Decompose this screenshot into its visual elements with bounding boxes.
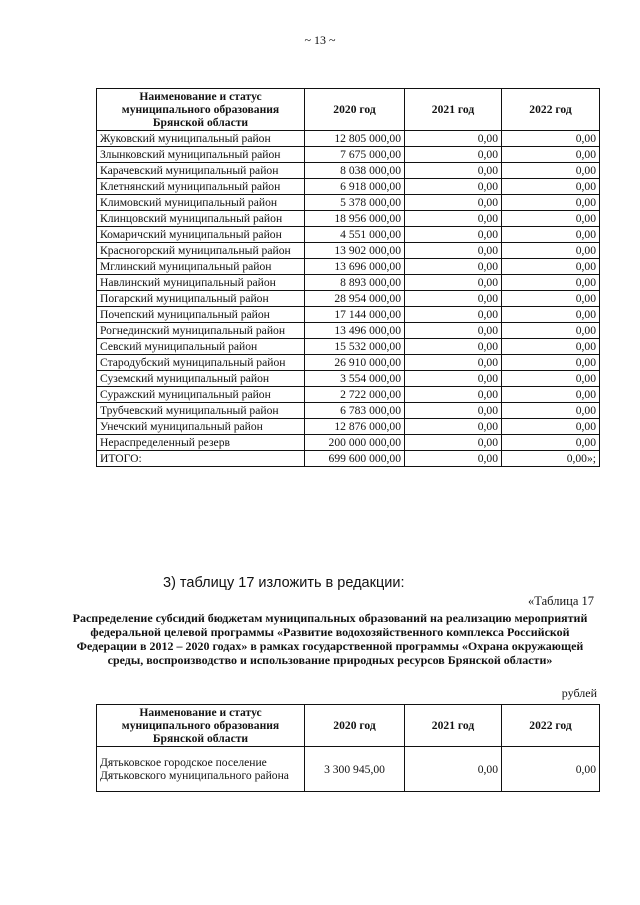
- header-2020: 2020 год: [305, 705, 405, 747]
- row-2021: 0,00: [405, 323, 502, 339]
- row-2020: 7 675 000,00: [305, 147, 405, 163]
- row-name: Погарский муниципальный район: [97, 291, 305, 307]
- table-row: [97, 275, 600, 291]
- table-row: [97, 243, 600, 259]
- row-2021: 0,00: [405, 243, 502, 259]
- row-2020: 13 902 000,00: [305, 243, 405, 259]
- row-name: Рогнединский муниципальный район: [97, 323, 305, 339]
- row-2022: 0,00: [502, 163, 600, 179]
- row-name: ИТОГО:: [97, 451, 305, 467]
- table-reference: «Таблица 17: [528, 594, 594, 608]
- row-2021: 0,00: [405, 371, 502, 387]
- row-name: Суражский муниципальный район: [97, 387, 305, 403]
- row-name: Клетнянский муниципальный район: [97, 179, 305, 195]
- row-name: Злынковский муниципальный район: [97, 147, 305, 163]
- row-2022: 0,00: [502, 339, 600, 355]
- row-2020: 15 532 000,00: [305, 339, 405, 355]
- table-row: [97, 179, 600, 195]
- table-row: [97, 195, 600, 211]
- table-row: [97, 355, 600, 371]
- row-2021: 0,00: [405, 131, 502, 147]
- subsidy-table-16: [96, 88, 600, 467]
- row-2020: 3 300 945,00: [305, 747, 405, 792]
- row-2022: 0,00: [502, 179, 600, 195]
- row-2021: 0,00: [405, 435, 502, 451]
- row-2022: 0,00: [502, 211, 600, 227]
- row-2020: 12 876 000,00: [305, 419, 405, 435]
- table-row: [97, 211, 600, 227]
- row-2021: 0,00: [405, 387, 502, 403]
- row-2022: 0,00: [502, 227, 600, 243]
- row-2020: 2 722 000,00: [305, 387, 405, 403]
- row-2021: 0,00: [405, 227, 502, 243]
- row-2022: 0,00: [502, 275, 600, 291]
- table-row: [97, 323, 600, 339]
- row-2021: 0,00: [405, 179, 502, 195]
- table-row: [97, 451, 600, 467]
- row-2022: 0,00: [502, 387, 600, 403]
- row-2022: 0,00: [502, 371, 600, 387]
- row-2022: 0,00: [502, 147, 600, 163]
- row-name: Унечский муниципальный район: [97, 419, 305, 435]
- table-row: [97, 419, 600, 435]
- table-header-row: [97, 705, 600, 747]
- row-2022: 0,00: [502, 419, 600, 435]
- table-row: [97, 227, 600, 243]
- table-row: [97, 307, 600, 323]
- row-2020: 26 910 000,00: [305, 355, 405, 371]
- row-2022: 0,00: [502, 355, 600, 371]
- row-2022: 0,00: [502, 291, 600, 307]
- table-row: [97, 371, 600, 387]
- row-2021: 0,00: [405, 211, 502, 227]
- row-2022: 0,00: [502, 323, 600, 339]
- header-name: Наименование и статус муниципального образования Брянской области: [97, 705, 305, 747]
- row-2022: 0,00: [502, 259, 600, 275]
- row-2021: 0,00: [405, 355, 502, 371]
- table-row: [97, 339, 600, 355]
- table-row: [97, 163, 600, 179]
- row-name: Карачевский муниципальный район: [97, 163, 305, 179]
- row-name: Трубчевский муниципальный район: [97, 403, 305, 419]
- row-2022: 0,00: [502, 403, 600, 419]
- table-row: [97, 403, 600, 419]
- row-2020: 6 918 000,00: [305, 179, 405, 195]
- table-row: [97, 291, 600, 307]
- row-name: Навлинский муниципальный район: [97, 275, 305, 291]
- row-name: Севский муниципальный район: [97, 339, 305, 355]
- header-2022: 2022 год: [502, 705, 600, 747]
- row-name: Климовский муниципальный район: [97, 195, 305, 211]
- table-row: [97, 747, 600, 792]
- row-2021: 0,00: [405, 291, 502, 307]
- header-name: Наименование и статус муниципального образования Брянской области: [97, 89, 305, 131]
- row-2021: 0,00: [405, 339, 502, 355]
- row-2021: 0,00: [405, 419, 502, 435]
- row-2022: 0,00: [502, 131, 600, 147]
- row-2021: 0,00: [405, 403, 502, 419]
- row-2021: 0,00: [405, 747, 502, 792]
- table-heading: Распределение субсидий бюджетам муниципальных образований на реализацию мероприятий федеральной целевой программы «Развитие водохозяйственного комплекса Российской Федерации в 2012 – 2020 годах» в рамках государственной программы «Охрана окружающей среды, воспроизводство и использование природных ресурсов Брянской области»: [72, 611, 588, 667]
- row-name: Нераспределенный резерв: [97, 435, 305, 451]
- row-2022: 0,00: [502, 435, 600, 451]
- row-2020: 200 000 000,00: [305, 435, 405, 451]
- row-2022: 0,00: [502, 243, 600, 259]
- header-2022: 2022 год: [502, 89, 600, 131]
- row-name: Красногорский муниципальный район: [97, 243, 305, 259]
- row-name: Стародубский муниципальный район: [97, 355, 305, 371]
- row-2022: 0,00: [502, 747, 600, 792]
- row-2020: 13 496 000,00: [305, 323, 405, 339]
- row-name: Клинцовский муниципальный район: [97, 211, 305, 227]
- row-name: Комаричский муниципальный район: [97, 227, 305, 243]
- row-2021: 0,00: [405, 275, 502, 291]
- row-2021: 0,00: [405, 163, 502, 179]
- row-2020: 6 783 000,00: [305, 403, 405, 419]
- row-name: Суземский муниципальный район: [97, 371, 305, 387]
- item-3-text: 3) таблицу 17 изложить в редакции:: [163, 575, 405, 591]
- row-2020: 18 956 000,00: [305, 211, 405, 227]
- unit-label: рублей: [561, 686, 597, 700]
- row-2020: 4 551 000,00: [305, 227, 405, 243]
- row-2020: 3 554 000,00: [305, 371, 405, 387]
- row-name: Мглинский муниципальный район: [97, 259, 305, 275]
- row-name: Дятьковское городское поселение Дятьковского муниципального района: [97, 747, 305, 792]
- row-2021: 0,00: [405, 147, 502, 163]
- row-name: Почепский муниципальный район: [97, 307, 305, 323]
- row-2020: 13 696 000,00: [305, 259, 405, 275]
- row-2020: 8 893 000,00: [305, 275, 405, 291]
- row-2022: 0,00»;: [502, 451, 600, 467]
- row-2022: 0,00: [502, 307, 600, 323]
- row-2020: 12 805 000,00: [305, 131, 405, 147]
- row-2020: 5 378 000,00: [305, 195, 405, 211]
- page-number: ~ 13 ~: [304, 33, 336, 47]
- row-name: Жуковский муниципальный район: [97, 131, 305, 147]
- row-2020: 699 600 000,00: [305, 451, 405, 467]
- table-row: [97, 387, 600, 403]
- row-2021: 0,00: [405, 451, 502, 467]
- header-2021: 2021 год: [405, 705, 502, 747]
- table-row: [97, 131, 600, 147]
- table-header-row: [97, 89, 600, 131]
- subsidy-table-17: [96, 704, 600, 792]
- row-2021: 0,00: [405, 307, 502, 323]
- table-row: [97, 259, 600, 275]
- row-2022: 0,00: [502, 195, 600, 211]
- row-2020: 8 038 000,00: [305, 163, 405, 179]
- row-2021: 0,00: [405, 259, 502, 275]
- row-2020: 17 144 000,00: [305, 307, 405, 323]
- table-row: [97, 435, 600, 451]
- header-2020: 2020 год: [305, 89, 405, 131]
- row-2021: 0,00: [405, 195, 502, 211]
- header-2021: 2021 год: [405, 89, 502, 131]
- table-row: [97, 147, 600, 163]
- row-2020: 28 954 000,00: [305, 291, 405, 307]
